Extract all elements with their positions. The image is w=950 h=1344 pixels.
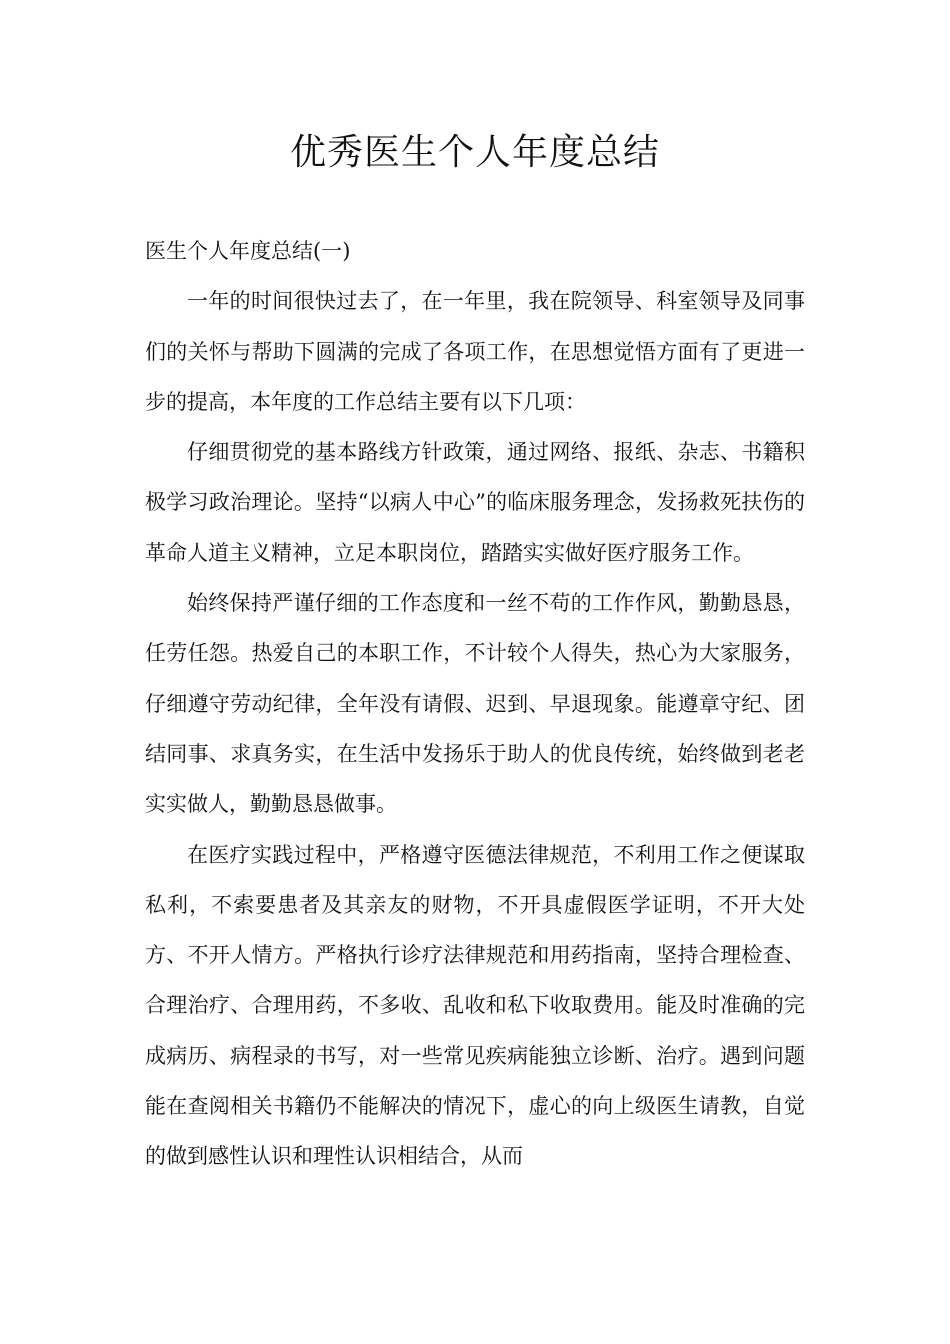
document-title: 优秀医生个人年度总结 [289,132,660,173]
paragraph-4: 在医疗实践过程中，严格遵守医德法律规范，不利用工作之便谋取私利，不索要患者及其亲友的财物，不开具虚假医学证明，不开大处方、不开人情方。严格执行诊疗法律规范和用药指南，坚持合理检查、合理治疗、合理用药，不多收、乱收和私下收取费用。能及时准确的完成病历、病程录的书写，对一些常见疾病能独立诊断、治疗。遇到问题能在查阅相关书籍仍不能解决的情况下，虚心的向上级医生请教，自觉的做到感性认识和理性认识相结合，从而 [145,842,805,1169]
paragraph-2: 仔细贯彻党的基本路线方针政策，通过网络、报纸、杂志、书籍积极学习政治理论。坚持“以病人中心”的临床服务理念，发扬救死扶伤的革命人道主义精神，立足本职岗位，踏踏实实做好医疗服务工作。 [145,440,805,565]
section-subtitle: 医生个人年度总结(一) [145,239,351,263]
paragraph-1: 一年的时间很快过去了，在一年里，我在院领导、科室领导及同事们的关怀与帮助下圆满的完成了各项工作，在思想觉悟方面有了更进一步的提高，本年度的工作总结主要有以下几项： [145,289,805,414]
paragraph-3: 始终保持严谨仔细的工作态度和一丝不苟的工作作风，勤勤恳恳，任劳任怨。热爱自己的本职工作，不计较个人得失，热心为大家服务，仔细遵守劳动纪律，全年没有请假、迟到、早退现象。能遵章守纪、团结同事、求真务实，在生活中发扬乐于助人的优良传统，始终做到老老实实做人，勤勤恳恳做事。 [145,591,805,817]
document-body [145,226,805,1182]
